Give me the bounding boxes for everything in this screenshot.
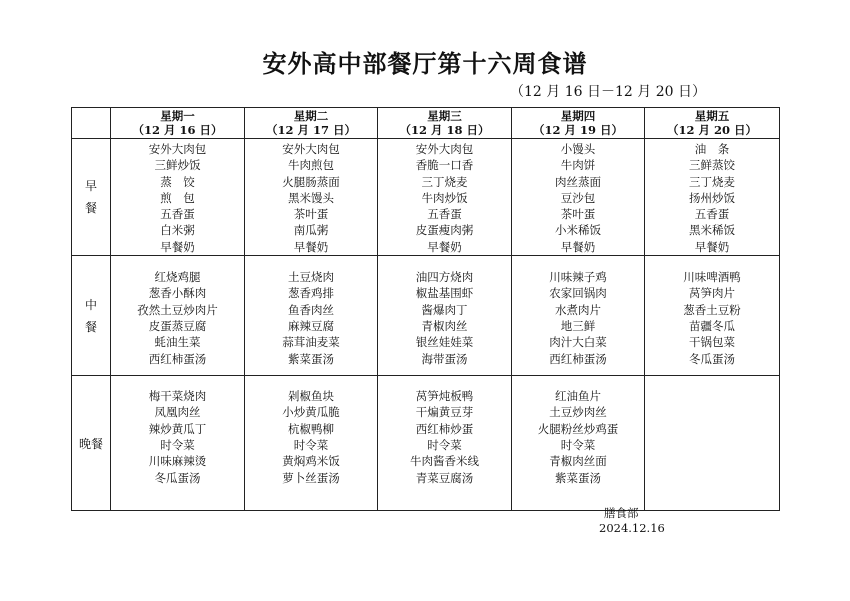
day-header	[645, 108, 780, 139]
menu-item: 五香蛋	[160, 207, 195, 222]
menu-item: 时令菜	[160, 437, 195, 452]
menu-cell	[245, 256, 378, 376]
menu-item: 地三鲜	[560, 318, 596, 333]
menu-item: 水煮肉片	[555, 302, 601, 317]
corner-cell	[72, 108, 111, 139]
menu-table	[71, 107, 780, 511]
menu-item: 黑米馒头	[288, 190, 334, 205]
menu-item: 红油鱼片	[555, 389, 601, 404]
menu-item: 豆沙包	[560, 190, 596, 205]
menu-item: 西红柿蛋汤	[549, 351, 607, 366]
menu-item: 安外大肉包	[415, 142, 474, 156]
menu-cell	[512, 139, 645, 256]
menu-item: 三丁烧麦	[689, 174, 735, 189]
day-name: 星期一	[160, 109, 195, 123]
menu-item: 黑米稀饭	[689, 223, 735, 238]
menu-item: 皮蛋瘦肉粥	[415, 223, 474, 238]
menu-item: 土豆烧肉	[288, 270, 334, 285]
menu-item: 梅干菜烧肉	[148, 389, 207, 404]
menu-cell	[512, 256, 645, 376]
menu-cell	[378, 376, 512, 511]
menu-item: 南瓜粥	[293, 223, 329, 238]
menu-item: 三鲜炒饭	[154, 158, 201, 173]
menu-item: 紫菜蛋汤	[288, 351, 334, 366]
menu-item: 葱香小酥肉	[148, 286, 207, 301]
menu-item: 剁椒鱼块	[288, 389, 334, 404]
meal-label-lunch	[72, 256, 111, 376]
menu-item: 小馒头	[560, 142, 596, 156]
menu-item: 川味啤酒鸭	[683, 270, 741, 285]
menu-item: 辣炒黄瓜丁	[148, 421, 207, 436]
menu-item: 莴笋肉片	[689, 286, 735, 301]
menu-item: 冬瓜蛋汤	[689, 351, 735, 366]
day-header	[512, 108, 645, 139]
menu-item: 茶叶蛋	[293, 207, 329, 222]
menu-item: 黄焖鸡米饭	[282, 454, 340, 469]
header-row	[72, 108, 780, 139]
footer-date: 2024.12.16	[599, 521, 665, 535]
breakfast-row	[72, 139, 780, 256]
menu-item: 火腿肠蒸面	[282, 174, 340, 189]
menu-item: 早餐奶	[560, 239, 596, 254]
menu-item: 煎 包	[160, 190, 195, 205]
menu-item: 椒盐基围虾	[415, 286, 474, 301]
menu-item: 紫菜蛋汤	[555, 470, 601, 485]
menu-item: 酱爆肉丁	[421, 302, 468, 317]
menu-item: 冬瓜蛋汤	[154, 470, 201, 485]
day-header	[111, 108, 245, 139]
menu-cell	[645, 139, 780, 256]
menu-item: 油 条	[694, 142, 730, 156]
menu-item: 火腿粉丝炒鸡蛋	[537, 421, 619, 436]
menu-item: 肉丝蒸面	[555, 174, 601, 189]
menu-item: 时令菜	[427, 437, 462, 452]
menu-item: 海带蛋汤	[421, 351, 468, 366]
menu-item: 蒜茸油麦菜	[282, 335, 340, 350]
menu-item: 西红柿炒蛋	[415, 421, 474, 436]
menu-item: 五香蛋	[694, 207, 730, 222]
footer-department: 膳食部	[604, 506, 639, 520]
menu-item: 麻辣豆腐	[288, 318, 334, 333]
menu-cell	[111, 256, 245, 376]
menu-item: 安外大肉包	[282, 142, 340, 156]
menu-item: 香脆一口香	[415, 158, 474, 173]
menu-item: 蚝油生菜	[154, 335, 201, 350]
menu-item: 蒸 饺	[160, 174, 195, 189]
lunch-row	[72, 256, 780, 376]
meal-label-line: 早	[84, 179, 97, 194]
menu-item: 青椒肉丝面	[549, 454, 607, 469]
day-name: 星期三	[427, 109, 462, 123]
day-date: （12 月 18 日）	[399, 123, 490, 137]
menu-item: 早餐奶	[427, 239, 462, 254]
dinner-row	[72, 376, 780, 511]
menu-item: 早餐奶	[293, 239, 329, 254]
day-header	[245, 108, 378, 139]
menu-cell	[111, 376, 245, 511]
menu-item: 小炒黄瓜脆	[282, 405, 340, 420]
day-date: （12 月 16 日）	[132, 123, 223, 137]
menu-cell	[245, 376, 378, 511]
menu-item: 早餐奶	[160, 239, 195, 254]
menu-item: 孜然土豆炒肉片	[137, 302, 218, 317]
menu-item: 萝卜丝蛋汤	[282, 470, 340, 485]
menu-cell	[645, 256, 780, 376]
menu-item: 三鲜蒸饺	[689, 158, 735, 173]
menu-item: 干煸黄豆芽	[415, 405, 474, 420]
menu-item: 莴笋炖板鸭	[415, 389, 474, 404]
menu-item: 青菜豆腐汤	[415, 470, 474, 485]
menu-item: 农家回锅肉	[549, 286, 607, 301]
menu-cell	[378, 256, 512, 376]
date-range: （12 月 16 日－12 月 20 日）	[510, 84, 706, 100]
menu-item: 肉汁大白菜	[549, 335, 607, 350]
menu-item: 五香蛋	[427, 207, 462, 222]
menu-cell	[245, 139, 378, 256]
menu-item: 鱼香肉丝	[288, 302, 334, 317]
menu-item: 茶叶蛋	[560, 207, 596, 222]
menu-item: 红烧鸡腿	[154, 270, 201, 285]
menu-item: 安外大肉包	[148, 142, 207, 156]
day-date: （12 月 17 日）	[265, 123, 357, 137]
menu-item: 土豆炒肉丝	[549, 405, 607, 420]
menu-item: 白米粥	[160, 223, 195, 238]
menu-item: 苗疆冬瓜	[689, 318, 735, 333]
menu-cell	[512, 376, 645, 511]
menu-item: 牛肉煎包	[288, 158, 334, 173]
meal-label-line: 中	[84, 297, 97, 312]
menu-item: 小米稀饭	[555, 223, 601, 238]
day-name: 星期四	[560, 109, 596, 123]
page-title: 安外高中部餐厅第十六周食谱	[262, 50, 588, 78]
day-name: 星期五	[694, 109, 730, 123]
meal-label-breakfast	[72, 139, 111, 256]
day-date: （12 月 20 日）	[666, 123, 758, 137]
menu-item: 干锅包菜	[689, 335, 735, 350]
menu-item: 时令菜	[293, 437, 329, 452]
meal-label-line: 餐	[84, 319, 97, 334]
menu-item: 葱香土豆粉	[683, 302, 741, 317]
menu-item: 青椒肉丝	[421, 318, 468, 333]
menu-item: 牛肉饼	[560, 158, 596, 173]
menu-item: 时令菜	[560, 437, 596, 452]
meal-label-line: 晚餐	[78, 436, 103, 451]
meal-label-line: 餐	[84, 201, 97, 216]
day-date: （12 月 19 日）	[532, 123, 624, 137]
day-name: 星期二	[293, 109, 329, 123]
meal-label-dinner	[72, 376, 111, 511]
menu-item: 西红柿蛋汤	[148, 351, 207, 366]
menu-cell	[645, 376, 780, 511]
menu-item: 葱香鸡排	[288, 286, 334, 301]
menu-item: 牛肉炒饭	[421, 190, 468, 205]
menu-item: 银丝娃娃菜	[415, 335, 474, 350]
menu-item: 三丁烧麦	[421, 174, 468, 189]
menu-item: 凤凰肉丝	[154, 405, 201, 420]
menu-item: 皮蛋蒸豆腐	[148, 318, 207, 333]
menu-item: 早餐奶	[694, 239, 730, 254]
menu-item: 川味麻辣烫	[148, 454, 207, 469]
menu-item: 扬州炒饭	[689, 190, 735, 205]
menu-cell	[378, 139, 512, 256]
menu-cell	[111, 139, 245, 256]
day-header	[378, 108, 512, 139]
menu-item: 牛肉酱香米线	[410, 454, 479, 469]
menu-item: 油四方烧肉	[415, 270, 474, 285]
menu-item: 川味辣子鸡	[549, 270, 607, 285]
menu-item: 杭椒鸭柳	[288, 421, 334, 436]
